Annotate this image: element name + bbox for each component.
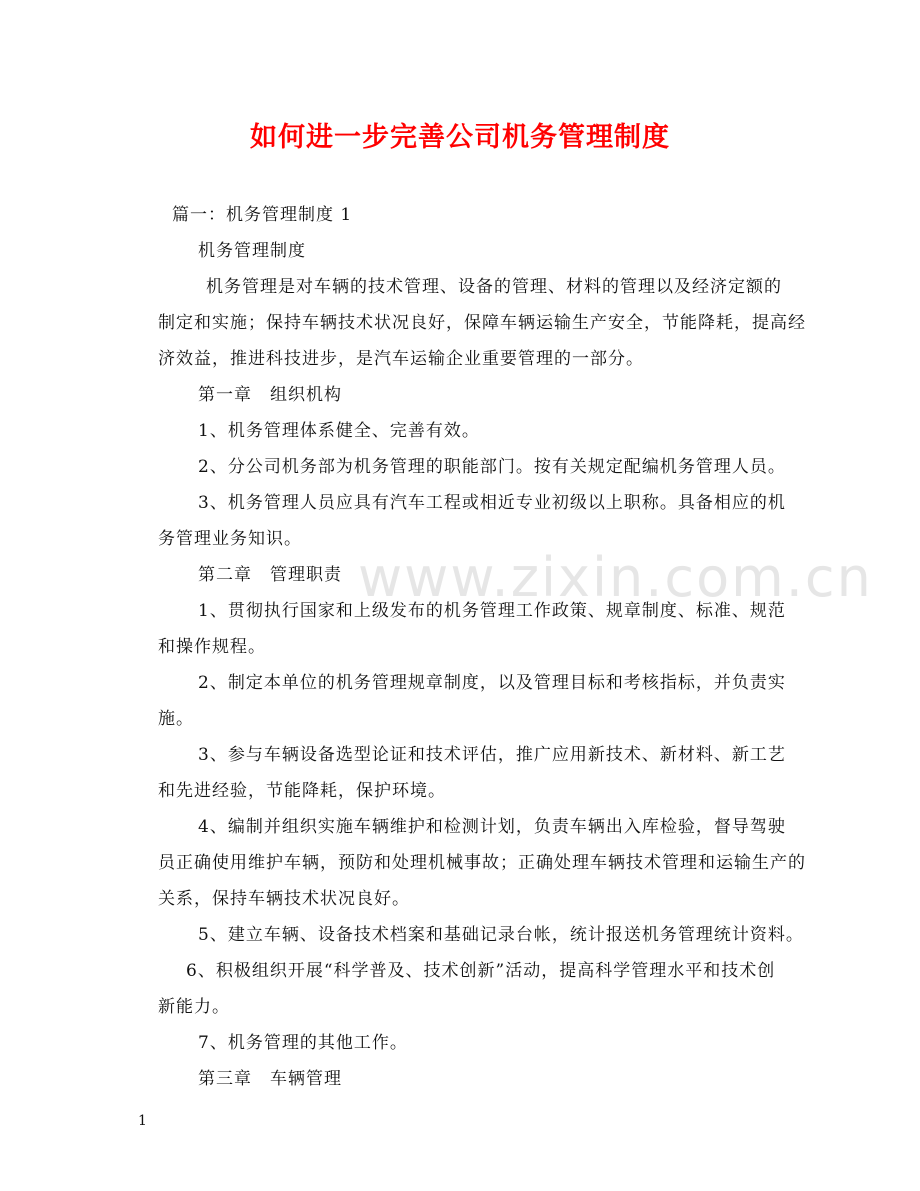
chapter-heading: 第二章 管理职责 <box>198 565 342 585</box>
page-number: 1 <box>138 1113 147 1129</box>
subheading: 机务管理制度 <box>198 241 306 261</box>
list-item-continuation: 和操作规程。 <box>158 637 266 657</box>
list-item-continuation: 和先进经验，节能降耗，保护环境。 <box>158 781 446 801</box>
list-item: 7、机务管理的其他工作。 <box>198 1033 408 1053</box>
list-item: 6、积极组织开展“科学普及、技术创新”活动，提高科学管理水平和技术创 <box>186 961 776 981</box>
list-item: 1、贯彻执行国家和上级发布的机务管理工作政策、规章制度、标准、规范 <box>198 601 786 621</box>
list-item-continuation: 关系，保持车辆技术状况良好。 <box>158 889 410 909</box>
paragraph-line: 机务管理是对车辆的技术管理、设备的管理、材料的管理以及经济定额的 <box>206 277 782 297</box>
list-item: 5、建立车辆、设备技术档案和基础记录台帐，统计报送机务管理统计资料。 <box>198 925 804 945</box>
watermark: www.zixin.com.cn <box>358 546 873 609</box>
list-item-continuation: 新能力。 <box>158 997 230 1017</box>
list-item: 4、编制并组织实施车辆维护和检测计划，负责车辆出入库检验，督导驾驶 <box>198 817 786 837</box>
section-heading: 篇一：机务管理制度 1 <box>172 205 353 225</box>
chapter-heading: 第一章 组织机构 <box>198 385 342 405</box>
list-item: 2、制定本单位的机务管理规章制度，以及管理目标和考核指标，并负责实 <box>198 673 786 693</box>
chapter-heading: 第三章 车辆管理 <box>198 1069 342 1089</box>
list-item: 3、机务管理人员应具有汽车工程或相近专业初级以上职称。具备相应的机 <box>198 493 786 513</box>
list-item-continuation: 员正确使用维护车辆，预防和处理机械事故；正确处理车辆技术管理和运输生产的 <box>158 853 806 873</box>
list-item-continuation: 务管理业务知识。 <box>158 529 302 549</box>
list-item: 2、分公司机务部为机务管理的职能部门。按有关规定配编机务管理人员。 <box>198 457 786 477</box>
paragraph-line: 济效益，推进科技进步，是汽车运输企业重要管理的一部分。 <box>158 349 644 369</box>
list-item: 1、机务管理体系健全、完善有效。 <box>198 421 480 441</box>
paragraph-line: 制定和实施；保持车辆技术状况良好，保障车辆运输生产安全，节能降耗，提高经 <box>158 313 806 333</box>
document-title: 如何进一步完善公司机务管理制度 <box>250 122 670 153</box>
list-item: 3、参与车辆设备选型论证和技术评估，推广应用新技术、新材料、新工艺 <box>198 745 786 765</box>
list-item-continuation: 施。 <box>158 709 194 729</box>
